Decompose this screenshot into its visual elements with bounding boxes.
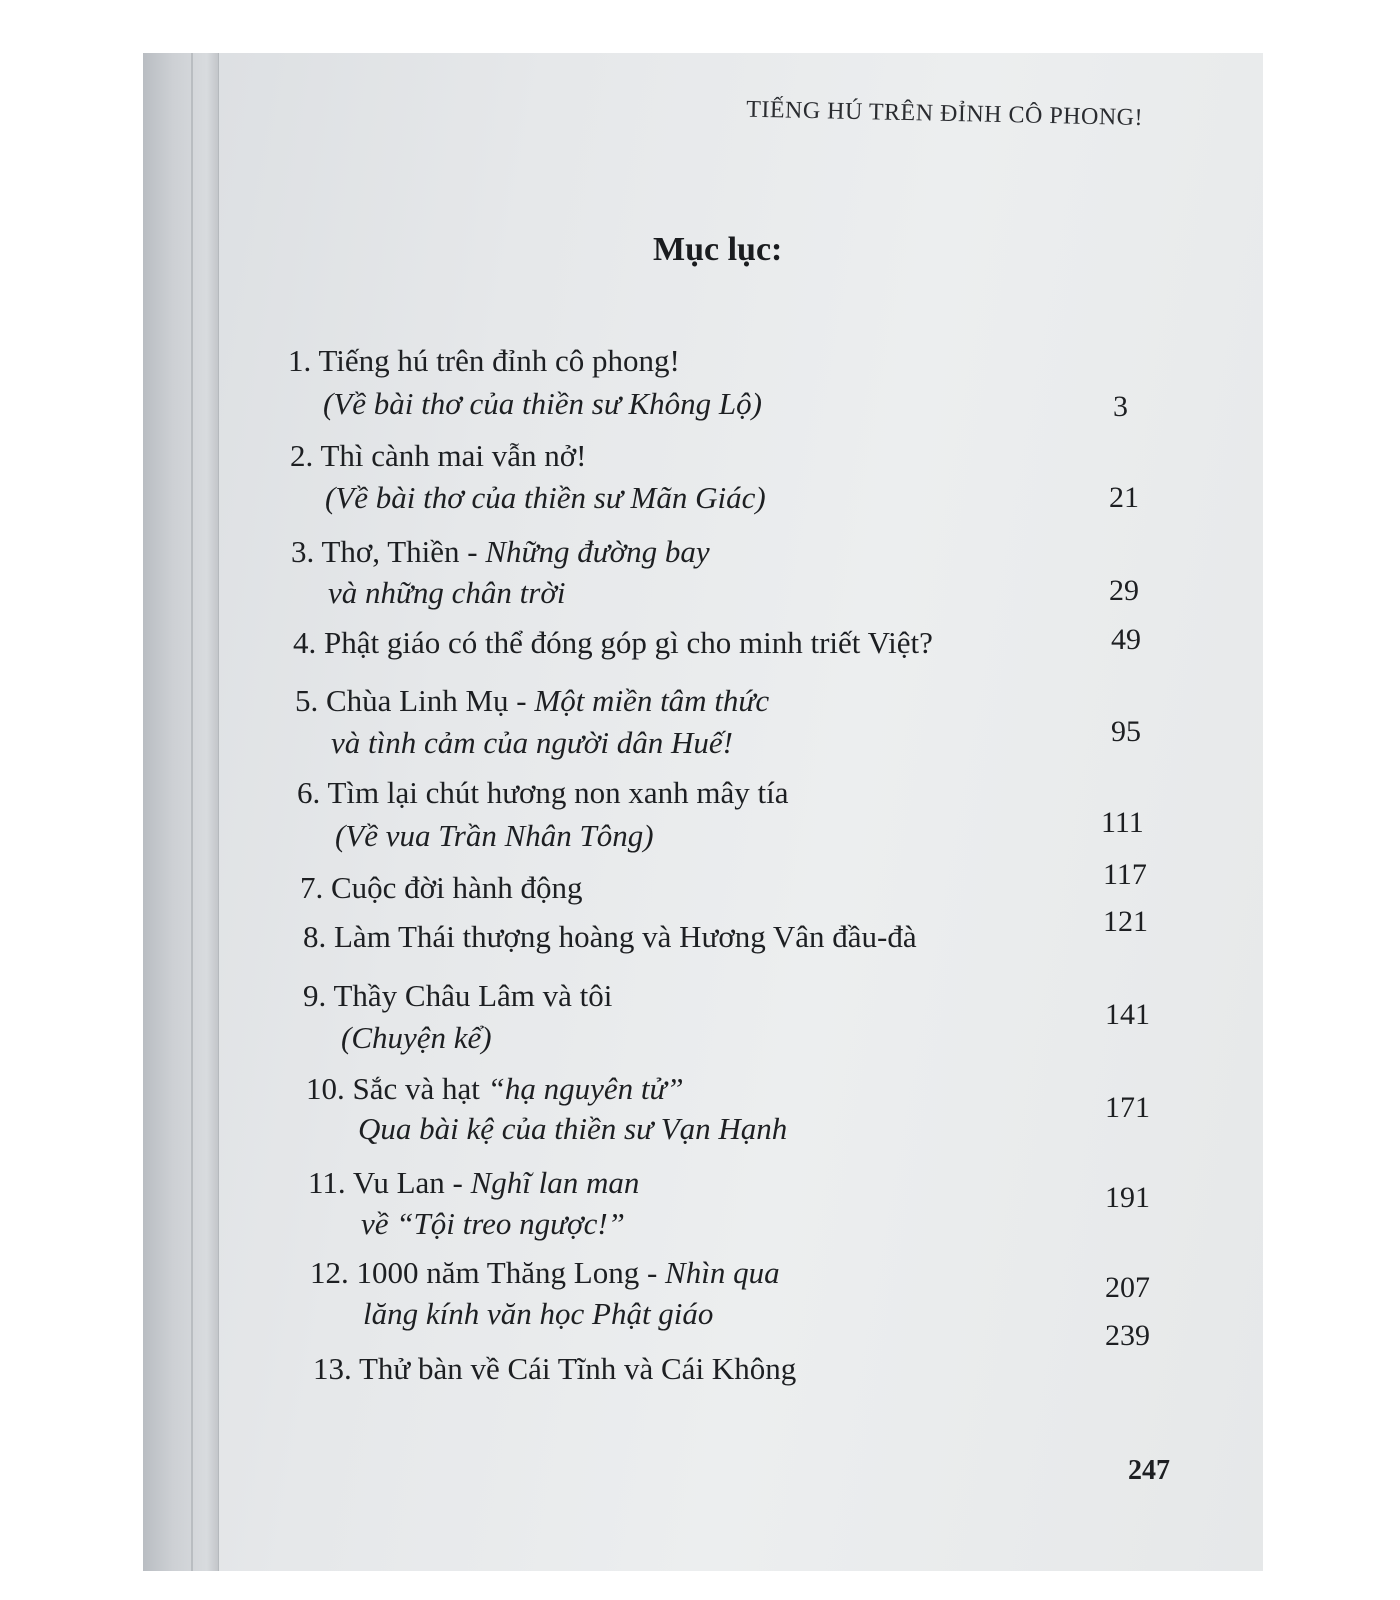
toc-entry-6-title: 6. Tìm lại chút hương non xanh mây tía [297,775,789,810]
toc-entry-11-subtitle: về “Tội treo ngược!” [361,1206,625,1241]
toc-entry-12-subtitle: lăng kính văn học Phật giáo [363,1296,714,1331]
toc-entry-10-page: 171 [1105,1091,1150,1124]
toc-entry-2-page: 21 [1109,481,1139,514]
toc-entry-1-page: 3 [1113,390,1128,423]
toc-entry-3-subtitle: và những chân trời [328,575,566,610]
toc-entry-10-subtitle: Qua bài kệ của thiền sư Vạn Hạnh [358,1111,788,1146]
toc-entry-4-page: 49 [1111,623,1141,656]
toc-entry-11-page: 191 [1105,1181,1150,1214]
toc-entry-9-title: 9. Thầy Châu Lâm và tôi [303,978,613,1013]
toc-entry-5-page: 95 [1111,715,1141,748]
running-header: TIẾNG HÚ TRÊN ĐỈNH CÔ PHONG! [745,96,1144,131]
toc-entry-2-subtitle: (Về bài thơ của thiền sư Mãn Giác) [325,480,766,515]
toc-entry-12-page: 207 [1105,1271,1150,1304]
page-edge [218,53,219,1571]
book-gutter [143,53,218,1571]
gutter-binding-line [191,53,193,1571]
toc-entry-5-subtitle: và tình cảm của người dân Huế! [331,725,733,760]
toc-entry-8-title: 8. Làm Thái thượng hoàng và Hương Vân đầu-đà [303,919,917,954]
toc-title: Mục lục: [653,231,783,268]
toc-entry-9-page: 141 [1105,998,1150,1031]
toc-entry-4-title: 4. Phật giáo có thể đóng góp gì cho minh triết Việt? [293,625,933,660]
toc-entry-10-title: 10. Sắc và hạt “hạ nguyên tử” [306,1071,684,1106]
toc-entry-11-title: 11. Vu Lan - Nghĩ lan man [308,1165,640,1200]
toc-entry-7-page: 117 [1103,858,1147,891]
toc-entry-7-title: 7. Cuộc đời hành động [300,870,583,905]
page-folio-number: 247 [1128,1455,1170,1486]
toc-entry-3-page: 29 [1109,574,1139,607]
toc-entry-3-title: 3. Thơ, Thiền - Những đường bay [291,534,710,569]
toc-entry-2-title: 2. Thì cành mai vẫn nở! [290,438,587,473]
toc-entry-6-page: 111 [1101,806,1144,839]
toc-entry-1-subtitle: (Về bài thơ của thiền sư Không Lộ) [323,386,762,421]
toc-entry-12-title: 12. 1000 năm Thăng Long - Nhìn qua [310,1255,780,1290]
toc-entry-8-page: 121 [1103,905,1148,938]
book-page-photo [143,53,1263,1571]
toc-entry-13-page: 239 [1105,1319,1150,1352]
toc-entry-5-title: 5. Chùa Linh Mụ - Một miền tâm thức [295,683,770,718]
toc-entry-13-title: 13. Thử bàn về Cái Tĩnh và Cái Không [313,1351,797,1386]
toc-entry-6-subtitle: (Về vua Trần Nhân Tông) [335,818,654,853]
toc-entry-1-title: 1. Tiếng hú trên đỉnh cô phong! [288,343,680,378]
toc-entry-9-subtitle: (Chuyện kể) [341,1020,492,1055]
